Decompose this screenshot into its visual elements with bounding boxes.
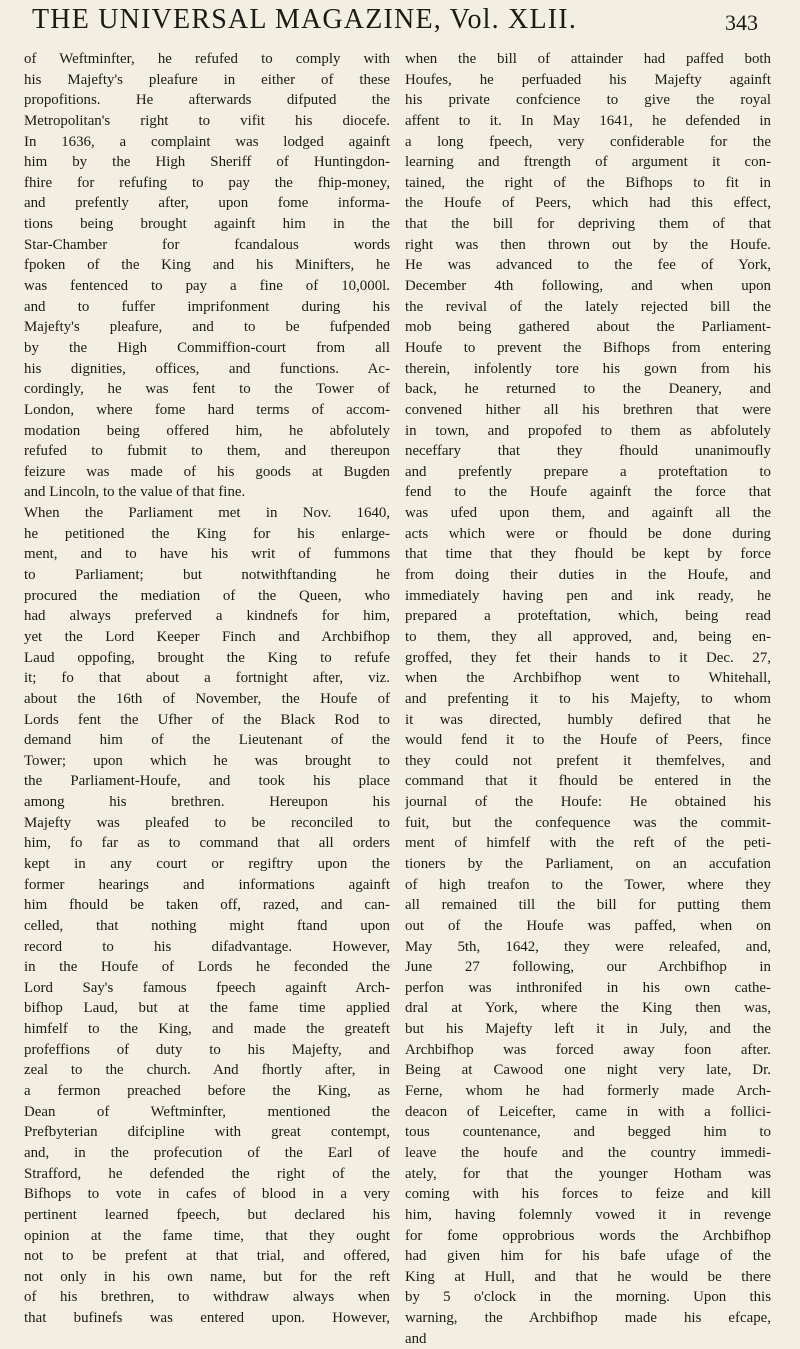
left-text-column: [24, 49, 390, 1329]
text-line: and to fuffer imprifonment during his: [24, 298, 390, 315]
text-line: the Parliament-Houfe, and took his place: [24, 773, 390, 790]
text-line: He was advanced to the fee of York,: [405, 257, 771, 274]
text-line: In 1636, a complaint was lodged againft: [24, 133, 390, 150]
text-line: of high treafon to the Tower, where they: [405, 876, 771, 893]
text-line: procured the mediation of the Queen, who: [24, 587, 390, 604]
text-line: immediately having pen and ink ready, he: [405, 587, 771, 604]
text-line: May 5th, 1642, they were releafed, and,: [405, 938, 771, 955]
text-line: Bifhops to vote in cafes of blood in a very: [24, 1186, 390, 1203]
text-line: modation being offered him, he abfolutely: [24, 422, 390, 439]
text-line: would fend it to the Houfe of Peers, fince: [405, 732, 771, 749]
running-head: [0, 2, 800, 42]
text-line: convened hither all his brethren that were: [405, 401, 771, 418]
text-line: Houfes, he perfuaded his Majefty againft: [405, 71, 771, 88]
text-line: demand him of the Lieutenant of the: [24, 732, 390, 749]
text-line: fhire for refufing to pay the fhip-money,: [24, 174, 390, 191]
text-line: Tower; upon which he was brought to: [24, 752, 390, 769]
text-line: a fermon preached before the King, as: [24, 1083, 390, 1100]
text-line: in the Houfe of Lords he feconded the: [24, 959, 390, 976]
text-line: coming with his forces to feize and kill: [405, 1186, 771, 1203]
text-line: neceffary that they fhould unanimoufly: [405, 443, 771, 460]
text-line: Houfe to prevent the Bifhops from entering: [405, 339, 771, 356]
text-line: London, where fome hard terms of accom-: [24, 401, 390, 418]
text-line: but his Majefty left it in July, and the: [405, 1021, 771, 1038]
text-line: fuit, but the confequence was the commit-: [405, 814, 771, 831]
text-line: from doing their duties in the Houfe, and: [405, 567, 771, 584]
text-line: When the Parliament met in Nov. 1640,: [24, 505, 390, 522]
text-line: him, fo far as to command that all orders: [24, 835, 390, 852]
text-line: when the bill of attainder had paffed both: [405, 51, 771, 67]
text-line: journal of the Houfe: He obtained his: [405, 794, 771, 811]
text-line: of his brethren, to withdraw always when: [24, 1289, 390, 1306]
running-head-title: THE UNIVERSAL MAGAZINE, Vol. XLII.: [32, 4, 578, 35]
text-line: Laud oppofing, brought the King to refufe: [24, 649, 390, 666]
text-line: his private confcience to give the royal: [405, 92, 771, 109]
text-line: all remained till the bill for putting them: [405, 897, 771, 914]
text-line: deacon of Leicefter, came in with a follici-: [405, 1103, 771, 1120]
text-line: acts which were or fhould be done during: [405, 525, 771, 542]
text-line: pertinent learned fpeech, but declared his: [24, 1206, 390, 1223]
text-line: profeffions of duty to his Majefty, and: [24, 1041, 390, 1058]
text-line: tained, the right of the Bifhops to fit in: [405, 174, 771, 191]
text-line: when the Archbifhop went to Whitehall,: [405, 670, 771, 687]
text-line: leave the houfe and the country immedi-: [405, 1144, 771, 1161]
text-line: they could not prefent it themfelves, and: [405, 752, 771, 769]
text-line: his dignities, offices, and functions. Ac-: [24, 360, 390, 377]
text-line: it; fo that about a fortnight after, viz.: [24, 670, 390, 687]
text-line: Majefty was pleafed to be reconciled to: [24, 814, 390, 831]
text-line: ment, and to have his writ of fummons: [24, 546, 390, 563]
text-line: him, having folemnly vowed it in revenge: [405, 1206, 771, 1223]
text-line: by 5 o'clock in the morning. Upon this: [405, 1289, 771, 1306]
text-line: about the 16th of November, the Houfe of: [24, 690, 390, 707]
text-line: command that it fhould be entered in the: [405, 773, 771, 790]
text-line: by the High Commiffion-court from all: [24, 339, 390, 356]
text-line: out of the Houfe was paffed, when on: [405, 917, 771, 934]
text-line: ment of himfelf with the reft of the peti-: [405, 835, 771, 852]
text-line: Lord Say's famous fpeech againft Arch-: [24, 979, 390, 996]
text-line: therein, infolently tore his gown from his: [405, 360, 771, 377]
text-line: Prefbyterian difcipline with great contempt,: [24, 1124, 390, 1141]
text-line: fpoken of the King and his Minifters, he: [24, 257, 390, 274]
text-line: his Majefty's pleafure in either of these: [24, 71, 390, 88]
text-line: bifhop Laud, but at the fame time applied: [24, 1000, 390, 1017]
text-line: and prefently after, upon fome informa-: [24, 195, 390, 212]
text-line: Star-Chamber for fcandalous words: [24, 236, 390, 253]
text-line: zeal to the church. And fhortly after, in: [24, 1062, 390, 1079]
text-line: had always preferved a kindnefs for him,: [24, 608, 390, 625]
text-line: tioners by the Parliament, on an accufation: [405, 855, 771, 872]
text-line: was ufed upon them, and againft all the: [405, 505, 771, 522]
text-line: King at Hull, and that he would be there: [405, 1268, 771, 1285]
text-line: cordingly, he was fent to the Tower of: [24, 381, 390, 398]
text-line: not only in his own name, but for the reft: [24, 1268, 390, 1285]
text-line: that bufinefs was entered upon. However,: [24, 1310, 390, 1327]
text-line: record to his difadvantage. However,: [24, 938, 390, 955]
text-line: fend to the Houfe againft the force that: [405, 484, 771, 501]
text-line: not to be prefent at that trial, and offered,: [24, 1248, 390, 1265]
text-line: opinion at the fame time, that they ought: [24, 1227, 390, 1244]
text-line: feizure was made of his goods at Bugden: [24, 463, 390, 480]
text-line: the Houfe of Peers, which had this effect,: [405, 195, 771, 212]
text-line: him by the High Sheriff of Huntingdon-: [24, 154, 390, 171]
text-line: warning, the Archbifhop made his efcape,: [405, 1310, 771, 1327]
text-line: in town, and propofed to them as abfolutely: [405, 422, 771, 439]
text-line: among his brethren. Hereupon his: [24, 794, 390, 811]
text-line: Being at Cawood one night very late, Dr.: [405, 1062, 771, 1079]
text-line: and: [405, 1330, 427, 1347]
text-line: June 27 following, our Archbifhop in: [405, 959, 771, 976]
text-line: and, in the profecution of the Earl of: [24, 1144, 390, 1161]
text-line: and Lincoln, to the value of that fine.: [24, 484, 246, 501]
text-line: of Weftminfter, he refufed to comply with: [24, 51, 390, 67]
text-line: that the bill for depriving them of that: [405, 216, 771, 233]
text-line: and prefently prepare a proteftation to: [405, 463, 771, 480]
text-line: to Parliament; but notwithftanding he: [24, 567, 390, 584]
text-line: back, he returned to the Deanery, and: [405, 381, 771, 398]
text-line: Ferne, whom he had formerly made Arch-: [405, 1083, 771, 1100]
right-text-column: [405, 49, 771, 1349]
text-line: himfelf to the King, and made the greateft: [24, 1021, 390, 1038]
text-line: to them, they all approved, and, being en-: [405, 628, 771, 645]
text-line: Dean of Weftminfter, mentioned the: [24, 1103, 390, 1120]
text-line: tions being brought againft him in the: [24, 216, 390, 233]
text-line: prepared a proteftation, which, being read: [405, 608, 771, 625]
text-line: Lords fent the Ufher of the Black Rod to: [24, 711, 390, 728]
text-line: tous countenance, and begged him to: [405, 1124, 771, 1141]
text-line: was fentenced to pay a fine of 10,000l.: [24, 278, 390, 295]
text-line: learning and ftrength of argument it con-: [405, 154, 771, 171]
text-line: the revival of the lately rejected bill the: [405, 298, 771, 315]
text-line: him fhould be taken off, razed, and can-: [24, 897, 390, 914]
text-line: Archbifhop was forced away foon after.: [405, 1041, 771, 1058]
text-line: that time that they fhould be kept by force: [405, 546, 771, 563]
text-line: yet the Lord Keeper Finch and Archbifhop: [24, 628, 390, 645]
text-line: refufed to fubmit to them, and thereupon: [24, 443, 390, 460]
text-line: it was directed, humbly defired that he: [405, 711, 771, 728]
text-line: for fome opprobrious words the Archbifhop: [405, 1227, 771, 1244]
text-line: Strafford, he defended the right of the: [24, 1165, 390, 1182]
text-line: right was then thrown out by the Houfe.: [405, 236, 771, 253]
text-line: had given him for his bafe ufage of the: [405, 1248, 771, 1265]
text-line: Metropolitan's right to vifit his diocefe.: [24, 112, 390, 129]
text-line: a long fpeech, very confiderable for the: [405, 133, 771, 150]
text-line: mob being gathered about the Parliament-: [405, 319, 771, 336]
text-line: celled, that nothing might ftand upon: [24, 917, 390, 934]
text-line: Majefty's pleafure, and to be fufpended: [24, 319, 390, 336]
text-line: perfon was inthronifed in his own cathe-: [405, 979, 771, 996]
page-number: 343: [725, 10, 758, 35]
text-line: and prefenting it to his Majefty, to whom: [405, 690, 771, 707]
text-line: former hearings and informations againft: [24, 876, 390, 893]
text-line: groffed, they fet their hands to it Dec. 27,: [405, 649, 771, 666]
text-line: kept in any court or regiftry upon the: [24, 855, 390, 872]
text-line: dral at York, where the King then was,: [405, 1000, 771, 1017]
text-line: ately, for that the younger Hotham was: [405, 1165, 771, 1182]
text-line: December 4th following, and when upon: [405, 278, 771, 295]
text-line: propofitions. He afterwards difputed the: [24, 92, 390, 109]
text-line: affent to it. In May 1641, he defended in: [405, 112, 771, 129]
text-line: he petitioned the King for his enlarge-: [24, 525, 390, 542]
